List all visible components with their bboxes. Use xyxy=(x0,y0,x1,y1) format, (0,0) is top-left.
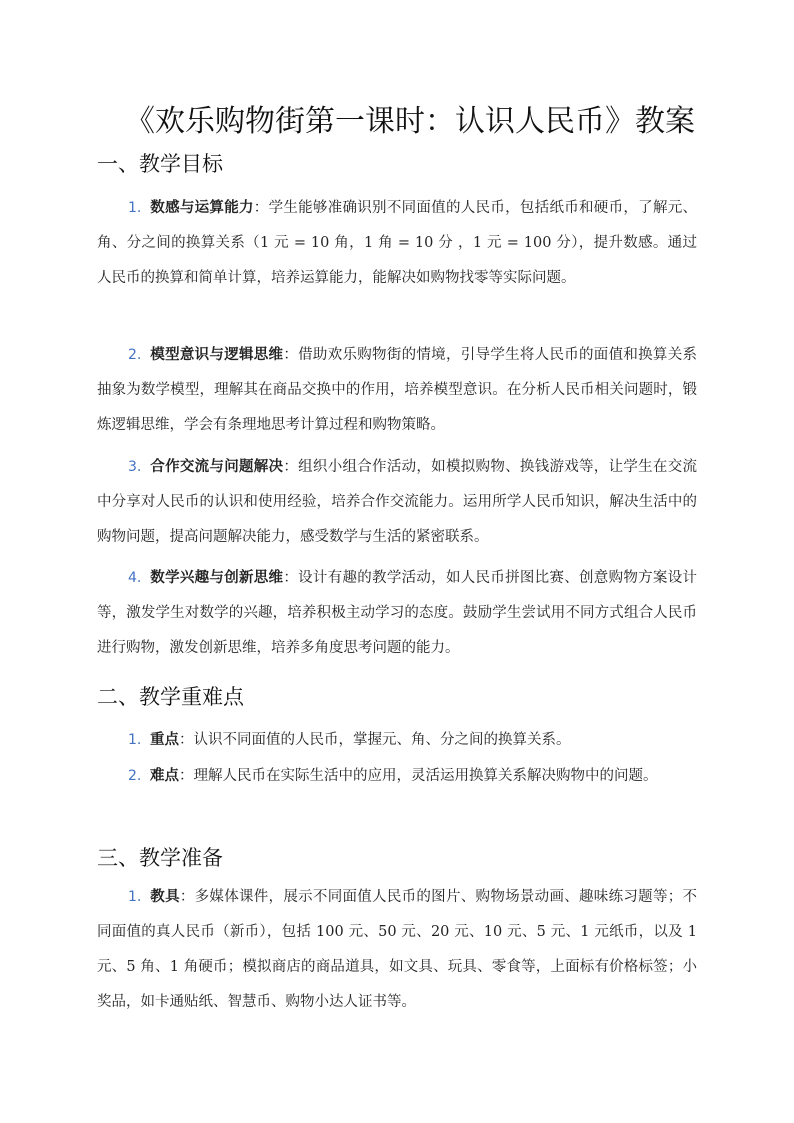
list-item-label: 合作交流与问题解决 xyxy=(150,459,284,475)
section-heading-key-difficult-points: 二、教学重难点 xyxy=(97,685,244,709)
list-item-text: ：认识不同面值的人民币，掌握元、角、分之间的换算关系。 xyxy=(179,732,571,748)
list-item xyxy=(97,450,697,555)
list-item-label: 模型意识与逻辑思维 xyxy=(150,347,284,363)
list-item-number: 1. xyxy=(128,200,142,216)
list-item xyxy=(97,191,697,296)
list-item xyxy=(97,338,697,443)
list-item-label: 难点 xyxy=(150,768,179,784)
list-item-number: 2. xyxy=(128,347,142,363)
list-item xyxy=(97,723,697,758)
document-title: 《欢乐购物街第一课时：认识人民币》教案 xyxy=(125,104,695,139)
list-item-label: 数感与运算能力 xyxy=(150,200,254,216)
list-item-text: ：理解人民币在实际生活中的应用，灵活运用换算关系解决购物中的问题。 xyxy=(179,768,658,784)
list-item-label: 数学兴趣与创新思维 xyxy=(150,570,284,586)
list-item-text: ：设计有趣的教学活动，如人民币拼图比赛、创意购物方案设计等，激发学生对数学的兴趣，培养积极主动学习的态度。鼓励学生尝试用不同方式组合人民币进行购物，激发创新思维，培养多角度思考问题的能力。 xyxy=(97,570,698,656)
list-item-number: 4. xyxy=(128,570,142,586)
list-item-text: ：学生能够准确识别不同面值的人民币，包括纸币和硬币，了解元、角、分之间的换算关系（1 元 = 10 角，1 角 = 10 分 ，1 元 = 100 分），提升数感。通过人民币的换算和简单计算，培养运算能力，能解决如购物找零等实际问题。 xyxy=(97,200,698,286)
section-heading-teaching-preparation: 三、教学准备 xyxy=(97,846,223,870)
list-item-label: 教具 xyxy=(150,889,180,905)
list-item xyxy=(97,880,697,1020)
list-item-label: 重点 xyxy=(150,732,179,748)
list-item xyxy=(97,759,697,794)
list-item-text: ：借助欢乐购物街的情境，引导学生将人民币的面值和换算关系抽象为数学模型，理解其在商品交换中的作用，培养模型意识。在分析人民币相关问题时，锻炼逻辑思维，学会有条理地思考计算过程和购物策略。 xyxy=(97,347,698,433)
list-item-number: 2. xyxy=(128,768,142,784)
list-item-text: ：多媒体课件，展示不同面值人民币的图片、购物场景动画、趣味练习题等；不同面值的真人民币（新币），包括 100 元、50 元、20 元、10 元、5 元、1 元纸币，以及 1 元、5 角、1 角硬币；模拟商店的商品道具，如文具、玩具、零食等，上面标有价格标签；小奖品，如卡通贴纸、智慧币、购物小达人证书等。 xyxy=(97,889,698,1010)
section-heading-teaching-goals: 一、教学目标 xyxy=(97,152,223,176)
list-item-text: ：组织小组合作活动，如模拟购物、换钱游戏等，让学生在交流中分享对人民币的认识和使用经验，培养合作交流能力。运用所学人民币知识，解决生活中的购物问题，提高问题解决能力，感受数学与生活的紧密联系。 xyxy=(97,459,698,545)
list-item-number: 3. xyxy=(128,459,142,475)
list-item-number: 1. xyxy=(128,889,142,905)
list-item xyxy=(97,561,697,666)
list-item-number: 1. xyxy=(128,732,142,748)
